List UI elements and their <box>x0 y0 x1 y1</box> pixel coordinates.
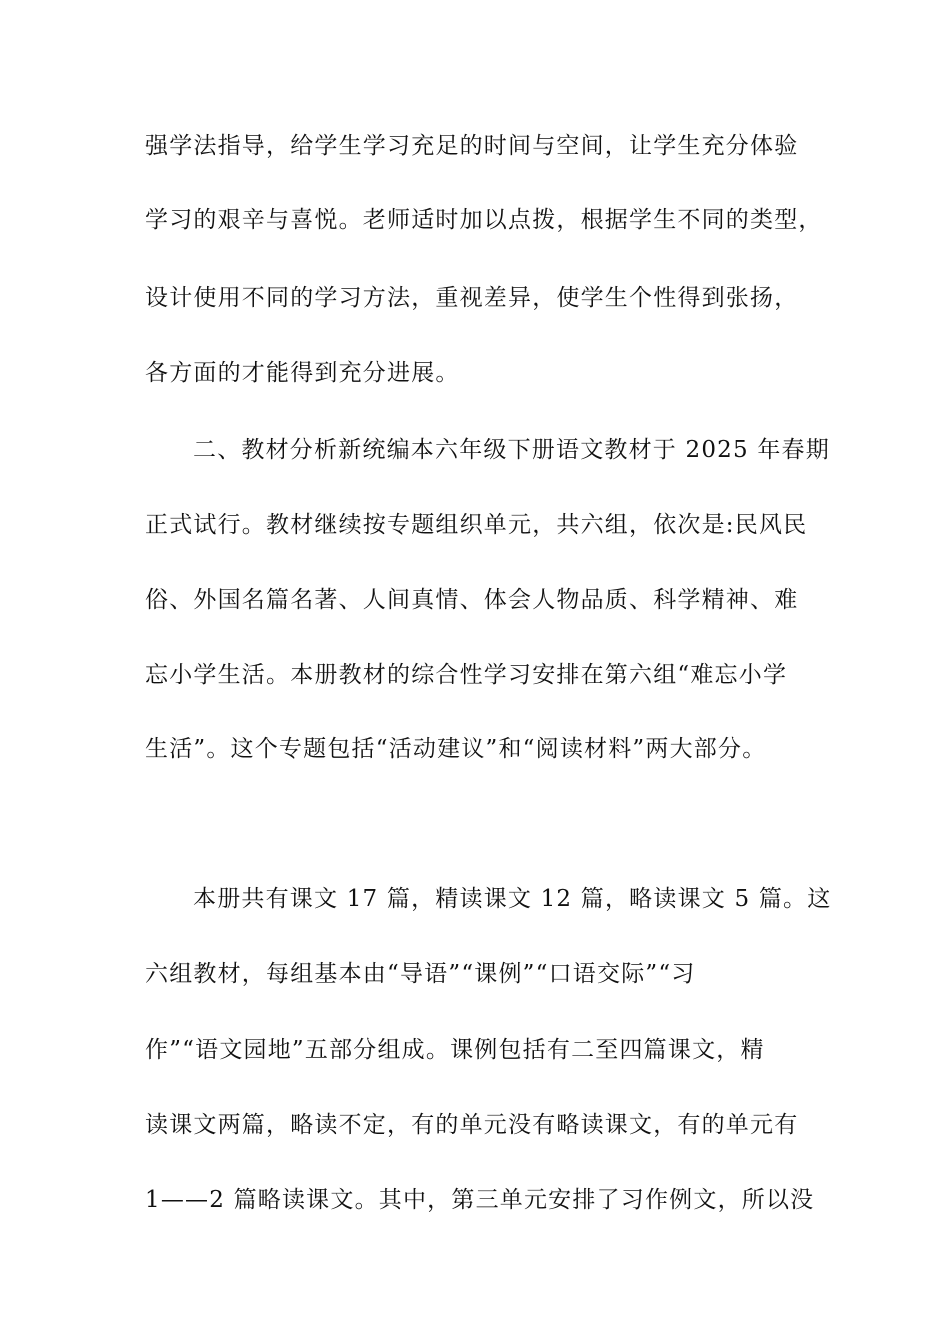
paragraph-line: 作”“语文园地”五部分组成。课例包括有二至四篇课文，精 <box>145 1037 765 1063</box>
paragraph-line: 1——2 篇略读课文。其中，第三单元安排了习作例文，所以没 <box>145 1187 815 1213</box>
paragraph-line: 本册共有课文 17 篇，精读课文 12 篇，略读课文 5 篇。这 <box>193 886 832 912</box>
paragraph-line: 设计使用不同的学习方法，重视差异，使学生个性得到张扬， <box>145 285 799 311</box>
paragraph-line: 读课文两篇，略读不定，有的单元没有略读课文，有的单元有 <box>145 1112 799 1138</box>
section-heading-line: 二、教材分析新统编本六年级下册语文教材于 2025 年春期 <box>193 437 830 463</box>
paragraph-line: 学习的艰辛与喜悦。老师适时加以点拨，根据学生不同的类型， <box>145 207 823 233</box>
paragraph-line: 强学法指导，给学生学习充足的时间与空间，让学生充分体验 <box>145 133 799 159</box>
paragraph-line: 俗、外国名篇名著、人间真情、体会人物品质、科学精神、难 <box>145 587 799 613</box>
paragraph-line: 生活”。这个专题包括“活动建议”和“阅读材料”两大部分。 <box>145 736 767 762</box>
paragraph-line: 正式试行。教材继续按专题组织单元，共六组，依次是:民风民 <box>145 512 808 538</box>
paragraph-line: 六组教材，每组基本由“导语”“课例”“口语交际”“习 <box>145 961 696 987</box>
paragraph-line: 各方面的才能得到充分进展。 <box>145 360 460 386</box>
paragraph-line: 忘小学生活。本册教材的综合性学习安排在第六组“难忘小学 <box>145 662 788 688</box>
